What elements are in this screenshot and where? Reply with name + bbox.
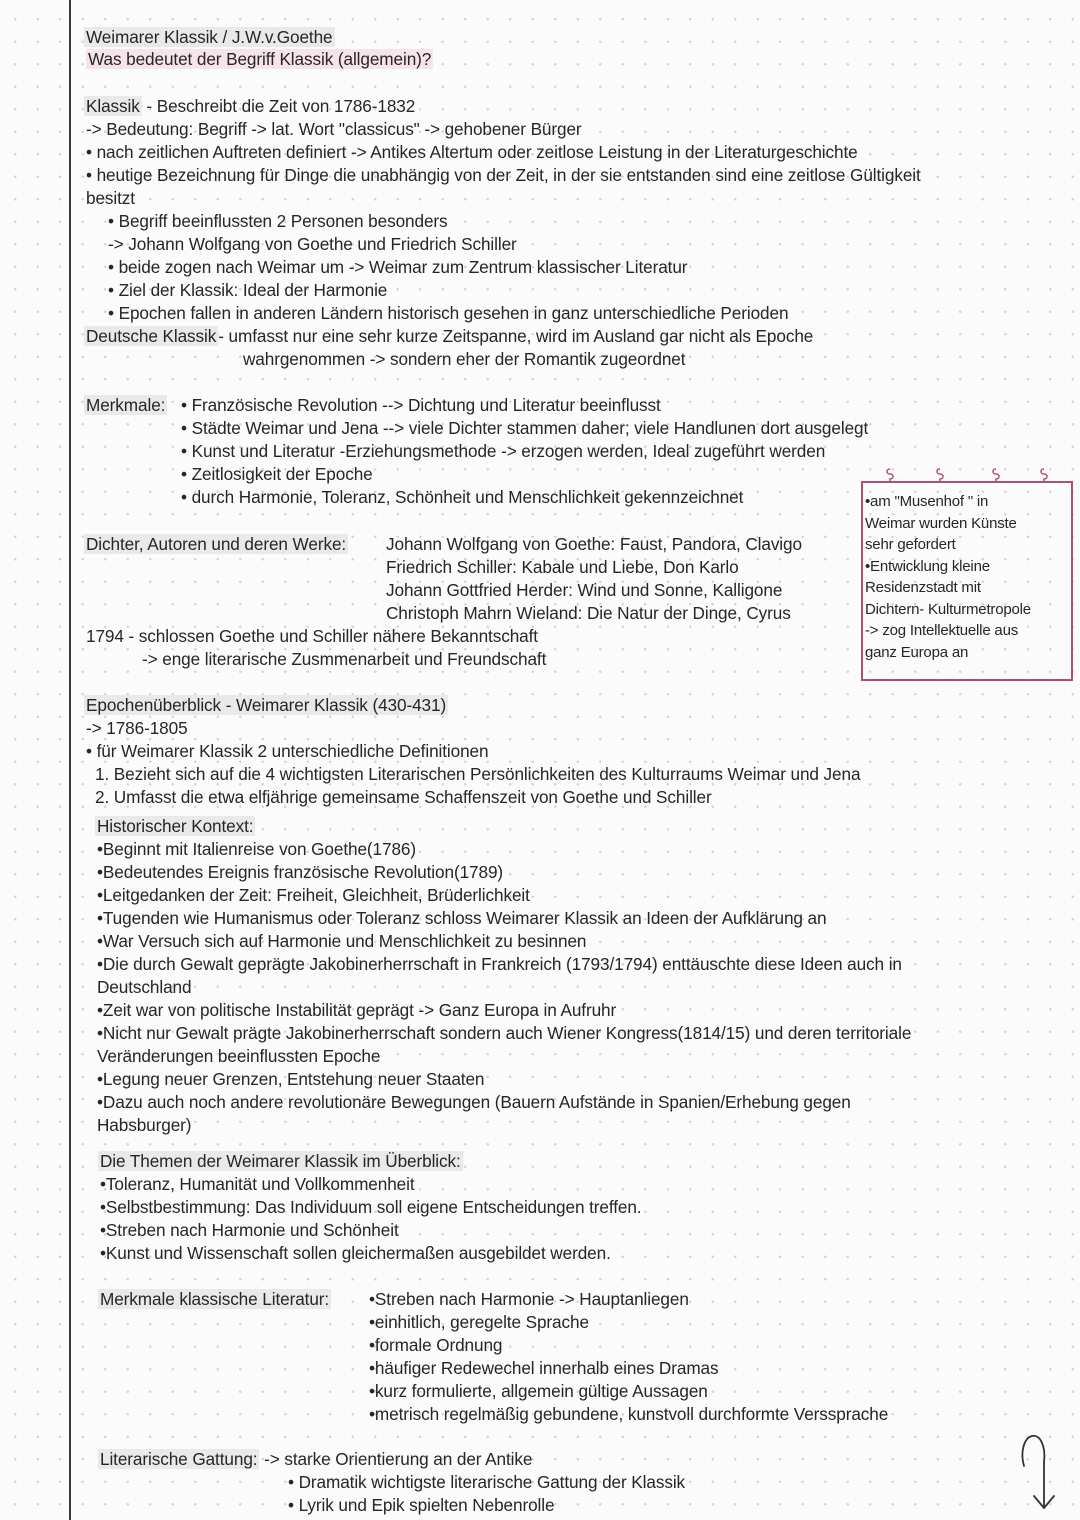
sidenote-line: •am "Musenhof " in [865,493,989,510]
sidenote-line: Dichtern- Kulturmetropole [865,601,1031,618]
merkmale-lit-item: •häufiger Redewechel innerhalb eines Dramas [369,1358,719,1378]
gattung-item: • Dramatik wichtigste literarische Gattung der Klassik [288,1472,686,1492]
dichter-work: Johann Gottfried Herder: Wind und Sonne, Kalligone [386,580,783,600]
year-1794-detail: -> enge literarische Zusmmenarbeit und Freundschaft [142,649,547,669]
klassik-heading-line: Klassik - Beschreibt die Zeit von 1786-1832 [86,96,416,116]
merkmale-lit-item: •formale Ordnung [369,1335,503,1355]
themen-item: •Kunst und Wissenschaft sollen gleichermaßen ausgebildet werden. [100,1243,611,1263]
merkmale-lit-item: •einhitlich, geregelte Sprache [369,1312,589,1332]
kontext-item: Veränderungen beeinflussten Epoche [97,1046,381,1066]
sidenote-line: -> zog Intellektuelle aus [865,622,1019,639]
epochen-def: 1. Bezieht sich auf die 4 wichtigsten Literarischen Persönlichkeiten des Kulturraums Weimar und Jena [95,764,861,784]
page-question: Was bedeutet der Begriff Klassik (allgemein)? [88,49,432,69]
klassik-line: • beide zogen nach Weimar um -> Weimar zum Zentrum klassischer Literatur [108,257,688,277]
kontext-item: •Legung neuer Grenzen, Entstehung neuer Staaten [97,1069,485,1089]
themen-item: •Toleranz, Humanität und Vollkommenheit [100,1174,415,1194]
deutsche-klassik-line: Deutsche Klassik - umfasst nur eine sehr kurze Zeitspanne, wird im Ausland gar nicht als Epoche [86,326,814,346]
year-1794-line: 1794 - schlossen Goethe und Schiller nähere Bekanntschaft [86,626,538,646]
gattung-heading: Literarische Gattung: [100,1449,258,1469]
merkmale-item: • Zeitlosigkeit der Epoche [181,464,373,484]
merkmale-lit-item: •metrisch regelmäßig gebundene, kunstvoll durchformte Verssprache [369,1404,889,1424]
klassik-line: • Epochen fallen in anderen Ländern historisch gesehen in ganz unterschiedliche Perioden [108,303,789,323]
kontext-item: •Bedeutendes Ereignis französische Revolution(1789) [97,862,504,882]
kontext-item: •Leitgedanken der Zeit: Freiheit, Gleichheit, Brüderlichkeit [97,885,530,905]
dichter-heading: Dichter, Autoren und deren Werke: [86,534,347,554]
themen-item: •Streben nach Harmonie und Schönheit [100,1220,399,1240]
merkmale-item: • durch Harmonie, Toleranz, Schönheit und Menschlichkeit gekennzeichnet [181,487,744,507]
gattung-line: Literarische Gattung: -> starke Orientierung an der Antike [100,1449,533,1469]
margin-line [69,0,71,1520]
kontext-heading: Historischer Kontext: [97,816,254,836]
sidenote-line: Weimar wurden Künste [865,515,1017,532]
sidenote-line: ganz Europa an [865,644,969,661]
merkmale-lit-item: •kurz formulierte, allgemein gültige Aussagen [369,1381,708,1401]
klassik-line: • nach zeitlichen Auftreten definiert -> Antikes Altertum oder zeitlose Leistung in der Literaturgeschichte [86,142,858,162]
kontext-item: Habsburger) [97,1115,192,1135]
kontext-item: •Zeit war von politische Instabilität geprägt -> Ganz Europa in Aufruhr [97,1000,617,1020]
kontext-item: •Die durch Gewalt geprägte Jakobinerherrschaft in Frankreich (1793/1794) enttäuschte diese Ideen auch in [97,954,902,974]
kontext-item: •Dazu auch noch andere revolutionäre Bewegungen (Bauern Aufstände in Spanien/Erhebung gegen [97,1092,851,1112]
merkmale-lit-heading: Merkmale klassische Literatur: [100,1289,330,1309]
kontext-item: •Nicht nur Gewalt prägte Jakobinerherrschaft sondern auch Wiener Kongress(1814/15) und deren territoriale [97,1023,912,1043]
klassik-line: -> Johann Wolfgang von Goethe und Friedrich Schiller [108,234,517,254]
klassik-line: -> Bedeutung: Begriff -> lat. Wort "classicus" -> gehobener Bürger [86,119,582,139]
curved-down-arrow-icon [1012,1432,1062,1514]
dichter-work: Christoph Mahrn Wieland: Die Natur der Dinge, Cyrus [386,603,791,623]
epochen-defs-intro: • für Weimarer Klassik 2 unterschiedliche Definitionen [86,741,489,761]
deutsche-klassik-line: wahrgenommen -> sondern eher der Romantik zugeordnet [243,349,686,369]
kontext-item: Deutschland [97,977,192,997]
epochen-range: -> 1786-1805 [86,718,188,738]
page-title: Weimarer Klassik / J.W.v.Goethe [86,27,333,47]
merkmale-item: • Kunst und Literatur -Erziehungsmethode -> erzogen werden, Ideal zugeführt werden [181,441,826,461]
epochen-heading: Epochenüberblick - Weimarer Klassik (430-431) [86,695,447,715]
merkmale-item: • Städte Weimar und Jena --> viele Dichter stammen daher; viele Handlunen dort ausgelegt [181,418,869,438]
kontext-item: •Tugenden wie Humanismus oder Toleranz schloss Weimarer Klassik an Ideen der Aufklärung an [97,908,827,928]
klassik-heading: Klassik [86,96,140,116]
sidenote-line: Residenzstadt mit [865,579,981,596]
klassik-line: • heutige Bezeichnung für Dinge die unabhängig von der Zeit, in der sie entstanden sind eine zeitlose Gültigkeit [86,165,921,185]
sidenote-line: •Entwicklung kleine [865,558,990,575]
themen-heading: Die Themen der Weimarer Klassik im Überblick: [100,1151,461,1171]
dichter-work: Johann Wolfgang von Goethe: Faust, Pandora, Clavigo [386,534,802,554]
klassik-line: • Begriff beeinflussten 2 Personen besonders [108,211,448,231]
sidenote-line: sehr gefordert [865,536,956,553]
merkmale-item: • Französische Revolution --> Dichtung und Literatur beeinflusst [181,395,661,415]
gattung-item: • Lyrik und Epik spielten Nebenrolle [288,1495,555,1515]
themen-item: •Selbstbestimmung: Das Individuum soll eigene Entscheidungen treffen. [100,1197,642,1217]
sidenote-box [861,481,1073,681]
klassik-line: • Ziel der Klassik: Ideal der Harmonie [108,280,388,300]
kontext-item: •War Versuch sich auf Harmonie und Menschlichkeit zu besinnen [97,931,587,951]
merkmale-lit-item: •Streben nach Harmonie -> Hauptanliegen [369,1289,689,1309]
epochen-def: 2. Umfasst die etwa elfjährige gemeinsame Schaffenszeit von Goethe und Schiller [95,787,712,807]
dichter-work: Friedrich Schiller: Kabale und Liebe, Don Karlo [386,557,739,577]
klassik-line: besitzt [86,188,135,208]
merkmale-heading: Merkmale: [86,395,166,415]
kontext-item: •Beginnt mit Italienreise von Goethe(1786) [97,839,417,859]
deutsche-klassik-heading: Deutsche Klassik [86,326,217,346]
